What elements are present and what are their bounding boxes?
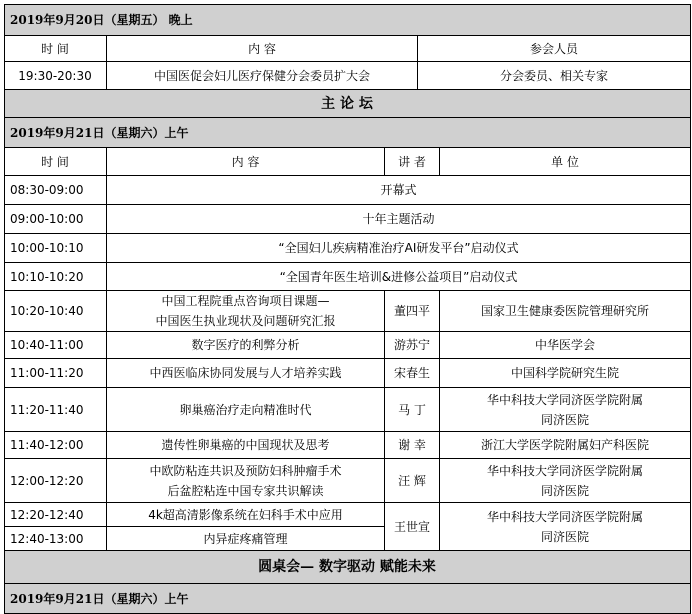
full-row-content: “全国妇儿疾病精准治疗AI研发平台”启动仪式: [107, 234, 691, 263]
talk-row-speaker: 马 丁: [385, 388, 440, 432]
sec1-row-time: 19:30-20:30: [4, 62, 107, 90]
talk-row-speaker: 宋春生: [385, 359, 440, 388]
talk-row-content: 遗传性卵巢癌的中国现状及思考: [107, 432, 385, 459]
forum-header-unit: 单 位: [440, 148, 691, 176]
talk-row-unit: 浙江大学医学院附属妇产科医院: [440, 432, 691, 459]
sec1-header-attendees: 参会人员: [418, 36, 691, 62]
talk-row-content: 卵巢癌治疗走向精准时代: [107, 388, 385, 432]
talk-row-speaker: 王世宣: [385, 503, 440, 551]
forum-header-speaker: 讲 者: [385, 148, 440, 176]
talk-row-content: 中欧防粘连共识及预防妇科肿瘤手术 后盆腔粘连中国专家共识解读: [107, 459, 385, 503]
schedule-table: [4, 4, 691, 614]
sec1-header-content: 内 容: [107, 36, 418, 62]
talk-row-time: 12:20-12:40: [4, 503, 107, 527]
forum-title-banner: 主 论 坛: [4, 90, 691, 118]
talk-row-time: 12:00-12:20: [4, 459, 107, 503]
talk-row-content: 中西医临床协同发展与人才培养实践: [107, 359, 385, 388]
forum-date-banner: 2019年9月21日（星期六）上午: [4, 118, 691, 148]
roundtable-title-banner: 圆桌会— 数字驱动 赋能未来: [4, 551, 691, 584]
full-row-time: 09:00-10:00: [4, 205, 107, 234]
talk-row-speaker: 谢 幸: [385, 432, 440, 459]
talk-row-content: 内异症疼痛管理: [107, 527, 385, 551]
talk-row-unit: 国家卫生健康委医院管理研究所: [440, 291, 691, 332]
talk-row-unit: 华中科技大学同济医学院附属 同济医院: [440, 459, 691, 503]
talk-row-content: 4k超高清影像系统在妇科手术中应用: [107, 503, 385, 527]
talk-row-speaker: 董四平: [385, 291, 440, 332]
full-row-time: 10:10-10:20: [4, 263, 107, 291]
full-row-content: “全国青年医生培训&进修公益项目”启动仪式: [107, 263, 691, 291]
sec1-date-banner: 2019年9月20日（星期五） 晚上: [4, 4, 691, 36]
talk-row-speaker: 游苏宁: [385, 332, 440, 359]
full-row-content: 十年主题活动: [107, 205, 691, 234]
sec1-row-attendees: 分会委员、相关专家: [418, 62, 691, 90]
talk-row-time: 11:20-11:40: [4, 388, 107, 432]
talk-row-time: 12:40-13:00: [4, 527, 107, 551]
talk-row-unit: 华中科技大学同济医学院附属 同济医院: [440, 503, 691, 551]
talk-row-time: 11:00-11:20: [4, 359, 107, 388]
roundtable-date-banner: 2019年9月21日（星期六）上午: [4, 584, 691, 614]
forum-header-time: 时 间: [4, 148, 107, 176]
talk-row-time: 11:40-12:00: [4, 432, 107, 459]
talk-row-unit: 中华医学会: [440, 332, 691, 359]
full-row-time: 08:30-09:00: [4, 176, 107, 205]
talk-row-time: 10:20-10:40: [4, 291, 107, 332]
full-row-time: 10:00-10:10: [4, 234, 107, 263]
talk-row-time: 10:40-11:00: [4, 332, 107, 359]
sec1-row-content: 中国医促会妇儿医疗保健分会委员扩大会: [107, 62, 418, 90]
talk-row-content: 中国工程院重点咨询项目课题— 中国医生执业现状及问题研究汇报: [107, 291, 385, 332]
talk-row-unit: 中国科学院研究生院: [440, 359, 691, 388]
talk-row-content: 数字医疗的利弊分析: [107, 332, 385, 359]
full-row-content: 开幕式: [107, 176, 691, 205]
talk-row-unit: 华中科技大学同济医学院附属 同济医院: [440, 388, 691, 432]
forum-header-content: 内 容: [107, 148, 385, 176]
talk-row-speaker: 汪 辉: [385, 459, 440, 503]
sec1-header-time: 时 间: [4, 36, 107, 62]
